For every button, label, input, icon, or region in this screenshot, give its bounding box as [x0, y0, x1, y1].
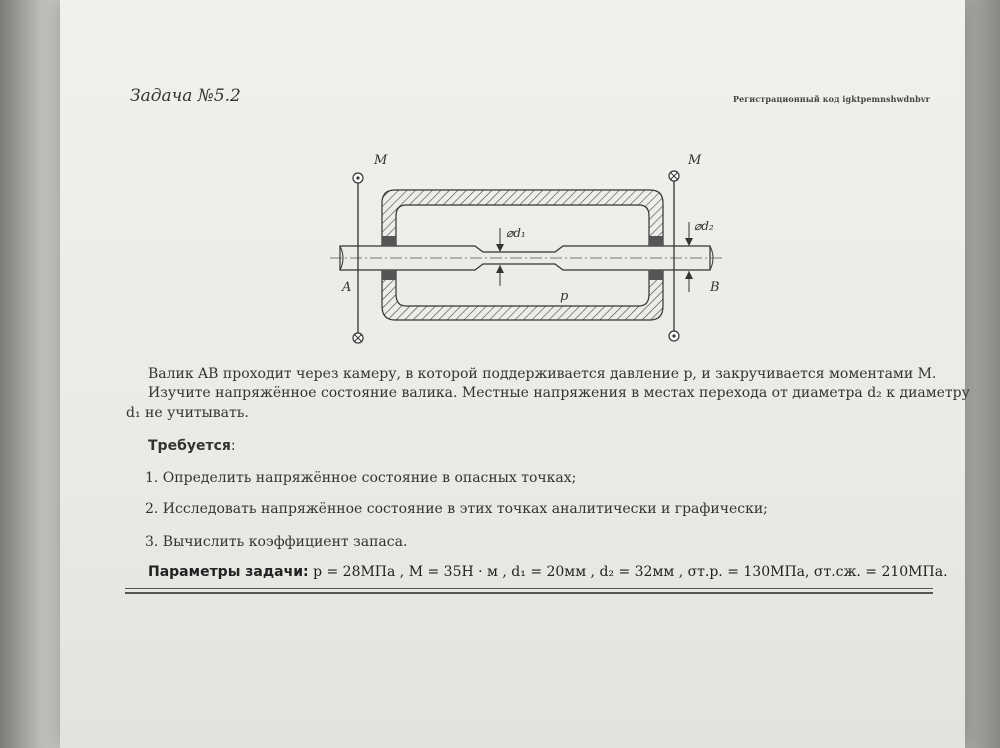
label-a: A: [342, 280, 352, 295]
task-parameters: [148, 564, 948, 580]
divider-thick: [125, 592, 933, 594]
label-b: B: [710, 280, 720, 295]
label-m-right: M: [688, 153, 702, 168]
label-d1: ⌀d₁: [506, 226, 526, 240]
shaft: [330, 246, 725, 270]
divider-thin: [125, 588, 933, 589]
parameters-label: Параметры задачи:: [148, 564, 309, 580]
label-p: p: [560, 289, 569, 304]
requirement-item-2: 2. Исследовать напряжённое состояние в этих точках аналитически и графически;: [145, 501, 768, 517]
requirement-item-1: 1. Определить напряжённое состояние в опасных точках;: [145, 470, 577, 486]
shaft-chamber-diagram: [330, 148, 730, 348]
requirements-heading-text: Требуется: [148, 438, 231, 454]
problem-title: Задача №5.2: [130, 86, 241, 106]
description-line-1: Валик AB проходит через камеру, в которой поддерживается давление p, и закручивается моментами M.: [148, 366, 937, 382]
label-m-left: M: [374, 153, 388, 168]
registration-code: Регистрационный код igktpemnshwdnbvr: [733, 94, 930, 104]
description-line-2: Изучите напряжённое состояние валика. Местные напряжения в местах перехода от диаметра d₂ к диаметру: [148, 385, 970, 401]
description-line-3: d₁ не учитывать.: [126, 405, 249, 421]
requirements-colon: :: [230, 438, 236, 454]
label-d2: ⌀d₂: [694, 219, 714, 233]
requirements-heading: [148, 438, 236, 454]
parameters-values: p = 28МПа , M = 35Н · м , d₁ = 20мм , d₂ = 32мм , σт.р. = 130МПа, σт.сж. = 210МПа.: [313, 564, 948, 580]
requirement-item-3: 3. Вычислить коэффициент запаса.: [145, 534, 408, 550]
